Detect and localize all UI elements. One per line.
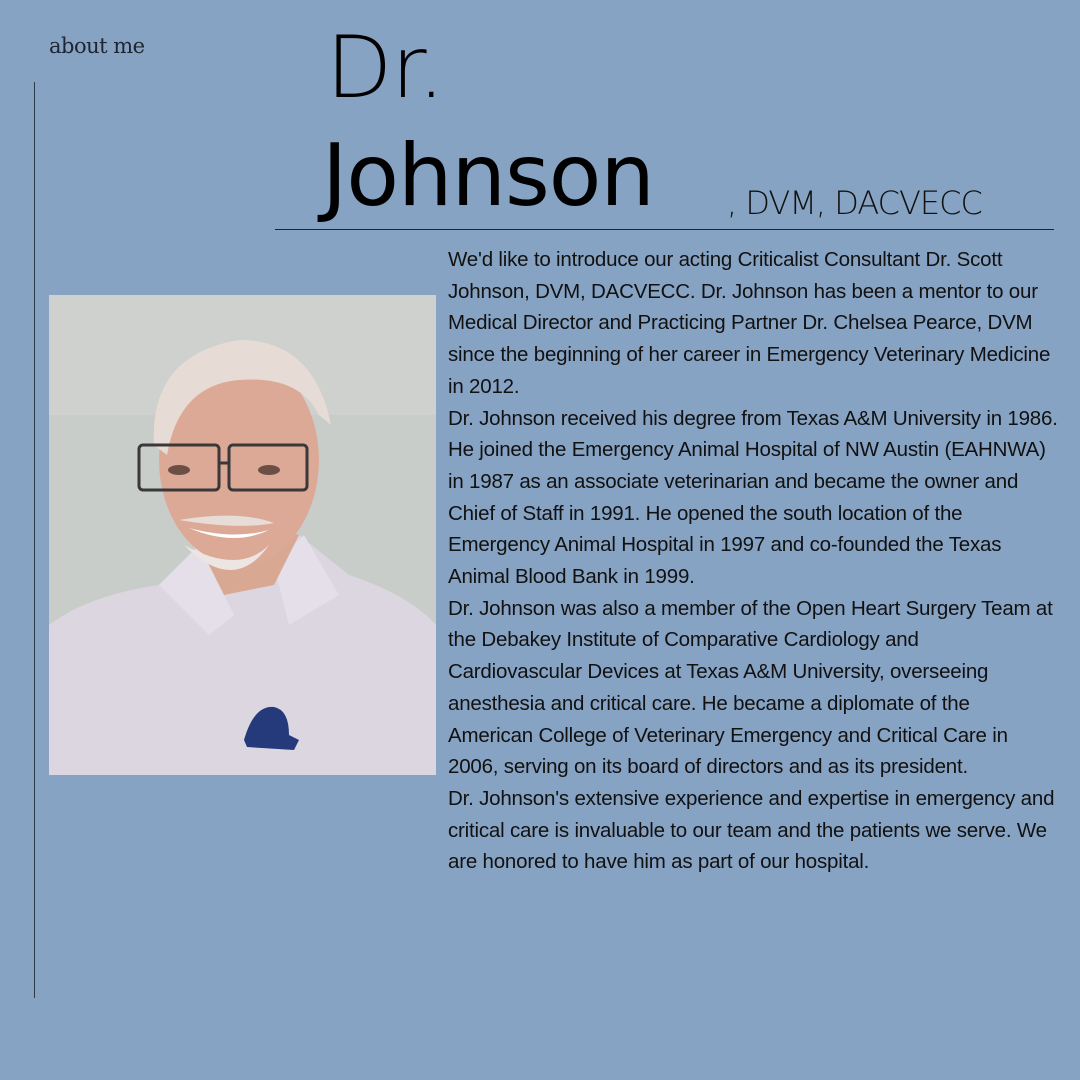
bio-paragraph: Dr. Johnson received his degree from Texas A&M University in 1986. He joined the Emergency Animal Hospital of NW Austin (EAHNWA) in 1987 as an associate veterinarian and became the owner and Chief of Staff in 1991. He opened the south location of the Emergency Animal Hospital in 1997 and co-founded the Texas Animal Blood Bank in 1999.: [448, 406, 1058, 589]
title-underline: [275, 229, 1054, 230]
vertical-divider: [34, 82, 35, 998]
page-title-last-line: Johnson: [322, 126, 654, 226]
bio-text: [448, 244, 1058, 878]
portrait-photo: [49, 295, 436, 775]
portrait-illustration: [49, 295, 436, 775]
bio-paragraph: We'd like to introduce our acting Criticalist Consultant Dr. Scott Johnson, DVM, DACVECC. Dr. Johnson has been a mentor to our Medical Director and Practicing Partner Dr. Chelsea Pearce, DVM since the beginning of her career in Emergency Veterinary Medicine in 2012.: [448, 248, 1051, 398]
bio-paragraph: Dr. Johnson was also a member of the Open Heart Surgery Team at the Debakey Institute of Comparative Cardiology and Cardiovascular Devices at Texas A&M University, overseeing anesthesia and critical care. He became a diplomate of the American College of Veterinary Emergency and Critical Care in 2006, serving on its board of directors and as its president.: [448, 596, 1053, 779]
page-title-first-line: Dr.: [326, 18, 445, 118]
credentials: , DVM, DACVECC: [727, 184, 982, 222]
about-me-label: about me: [49, 34, 145, 58]
bio-paragraph: Dr. Johnson's extensive experience and expertise in emergency and critical care is invaluable to our team and the patients we serve. We are honored to have him as part of our hospital.: [448, 786, 1055, 874]
